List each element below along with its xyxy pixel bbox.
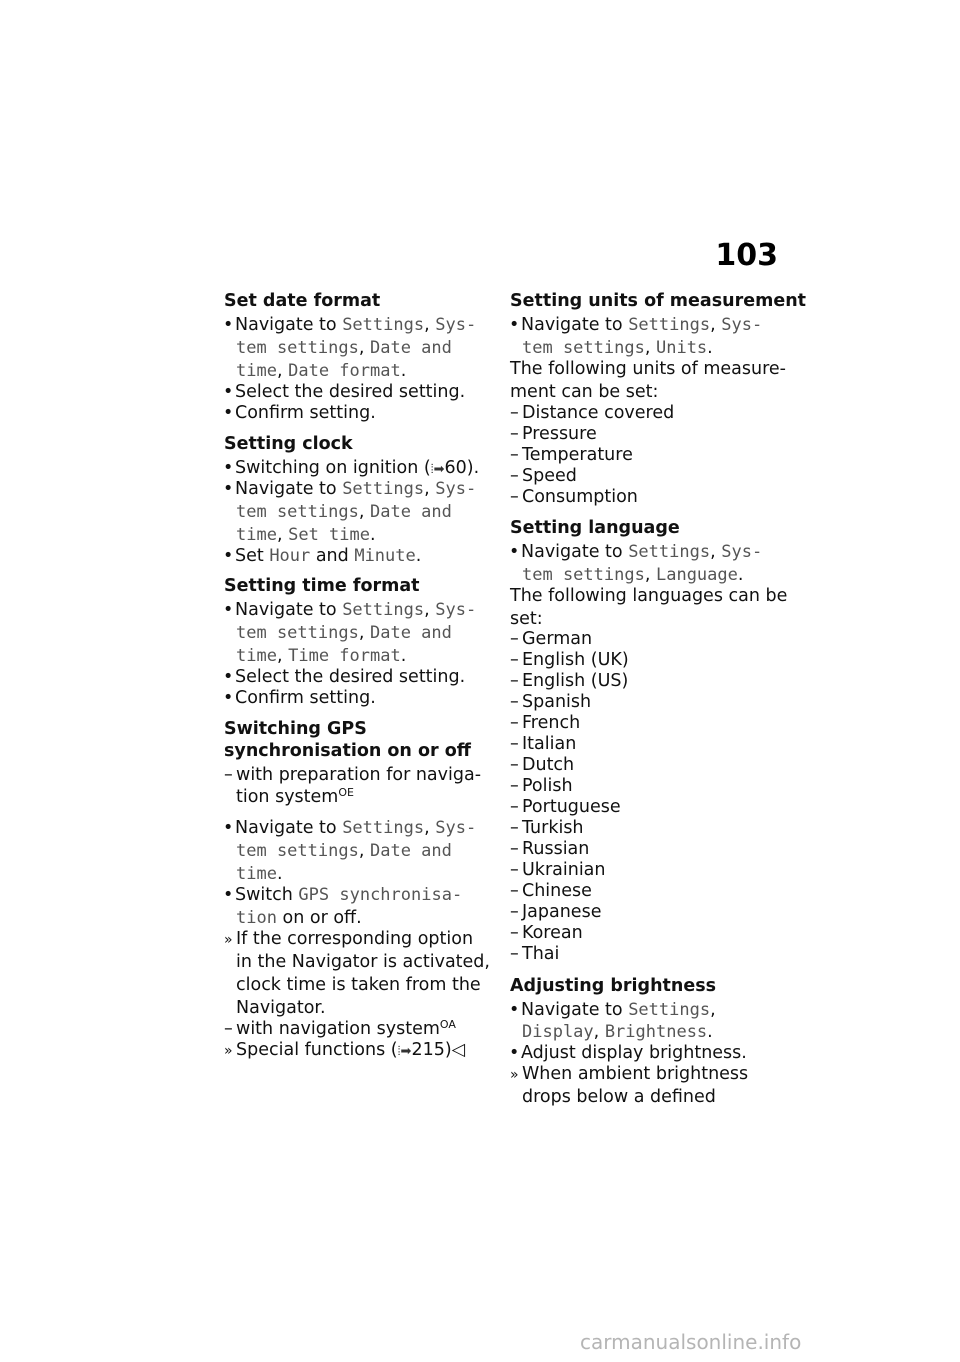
language-intro-2: set:	[510, 609, 543, 629]
step-navigate-gps-end: time.	[236, 864, 283, 884]
list-item: – Pressure	[510, 423, 597, 445]
step-switch-gps-sync-cont: tion on or off.	[236, 908, 362, 928]
list-item: – Dutch	[510, 754, 574, 776]
step-confirm-setting: • Confirm setting.	[224, 402, 376, 424]
language-intro-1: The following languages can be	[510, 586, 788, 606]
step-switch-gps-sync: • Switch GPS synchronisa-	[224, 884, 462, 906]
step-select-setting: • Select the desired setting.	[224, 381, 465, 403]
heading-brightness: Adjusting brightness	[510, 976, 717, 996]
list-item: – Portuguese	[510, 796, 621, 818]
list-item: – Polish	[510, 775, 573, 797]
heading-gps-2: synchronisation on or off	[224, 741, 471, 761]
list-item: – Turkish	[510, 817, 584, 839]
note-option-3: clock time is taken from the	[236, 975, 481, 995]
step-navigate-date-format-end: time, Date format.	[236, 361, 407, 381]
list-item: – Speed	[510, 465, 577, 487]
list-item: – Italian	[510, 733, 576, 755]
condition-with-preparation-cont: tion system$^{OE}$	[236, 786, 354, 807]
heading-set-date-format: Set date format	[224, 291, 381, 311]
step-navigate-time-format: • Navigate to Settings, Sys-	[224, 599, 476, 621]
step-navigate-time-format-end: time, Time format.	[236, 646, 407, 666]
step-navigate-clock-end: time, Set time.	[236, 525, 376, 545]
step-navigate-gps-cont: tem settings, Date and	[236, 841, 452, 861]
list-item: – Chinese	[510, 880, 592, 902]
note-option-4: Navigator.	[236, 998, 326, 1018]
step-navigate-brightness: • Navigate to Settings,	[510, 999, 716, 1021]
step-navigate-time-format-cont: tem settings, Date and	[236, 623, 452, 643]
step-navigate-brightness-cont: Display, Brightness.	[522, 1022, 713, 1042]
list-item: – Japanese	[510, 901, 601, 923]
watermark: carmanualsonline.info	[580, 1330, 802, 1354]
step-navigate-language: • Navigate to Settings, Sys-	[510, 541, 762, 563]
list-item: – Thai	[510, 943, 559, 965]
heading-gps-1: Switching GPS	[224, 719, 367, 739]
oa-superscript: OA	[439, 1018, 456, 1031]
heading-setting-clock: Setting clock	[224, 434, 353, 454]
step-navigate-date-format-cont: tem settings, Date and	[236, 338, 452, 358]
note-ambient-2: drops below a defined	[522, 1087, 716, 1107]
heading-setting-time-format: Setting time format	[224, 576, 420, 596]
step-select-setting-2: • Select the desired setting.	[224, 666, 465, 688]
list-item: – French	[510, 712, 580, 734]
page-ref-arrow-icon: ⦙➡	[397, 1044, 412, 1059]
step-navigate-clock: • Navigate to Settings, Sys-	[224, 478, 476, 500]
step-navigate-gps: • Navigate to Settings, Sys-	[224, 817, 476, 839]
list-item: – English (UK)	[510, 649, 629, 671]
step-navigate-date-format: • Navigate to Settings, Sys-	[224, 314, 476, 336]
step-adjust-brightness: • Adjust display brightness.	[510, 1042, 747, 1064]
page-ref-arrow-icon: ⦙➡	[430, 462, 445, 477]
note-ambient-1: » When ambient brightness	[510, 1063, 748, 1086]
units-intro-2: ment can be set:	[510, 382, 659, 402]
heading-units: Setting units of measurement	[510, 291, 807, 311]
list-item: – Spanish	[510, 691, 591, 713]
condition-with-navigation: – with navigation system$^{OA}$	[224, 1018, 456, 1040]
page-number: 103	[715, 238, 778, 273]
step-navigate-language-cont: tem settings, Language.	[522, 565, 744, 585]
step-set-hour-minute: • Set Hour and Minute.	[224, 545, 421, 567]
note-special-functions: » Special functions (⦙➡215)◁	[224, 1039, 465, 1063]
step-switch-ignition: • Switching on ignition (⦙➡60).	[224, 457, 479, 481]
step-navigate-units: • Navigate to Settings, Sys-	[510, 314, 762, 336]
list-item: – Distance covered	[510, 402, 674, 424]
note-option-2: in the Navigator is activated,	[236, 952, 490, 972]
list-item: – Consumption	[510, 486, 638, 508]
list-item: – German	[510, 628, 592, 650]
list-item: – Korean	[510, 922, 583, 944]
oe-superscript: OE	[338, 786, 354, 799]
step-navigate-units-cont: tem settings, Units.	[522, 338, 713, 358]
list-item: – Ukrainian	[510, 859, 606, 881]
list-item: – Temperature	[510, 444, 633, 466]
list-item: – Russian	[510, 838, 589, 860]
list-item: – English (US)	[510, 670, 628, 692]
note-option-1: » If the corresponding option	[224, 928, 473, 951]
step-navigate-clock-cont: tem settings, Date and	[236, 502, 452, 522]
step-confirm-setting-2: • Confirm setting.	[224, 687, 376, 709]
heading-language: Setting language	[510, 518, 680, 538]
units-intro-1: The following units of measure-	[510, 359, 787, 379]
condition-with-preparation: – with preparation for naviga-	[224, 764, 481, 786]
